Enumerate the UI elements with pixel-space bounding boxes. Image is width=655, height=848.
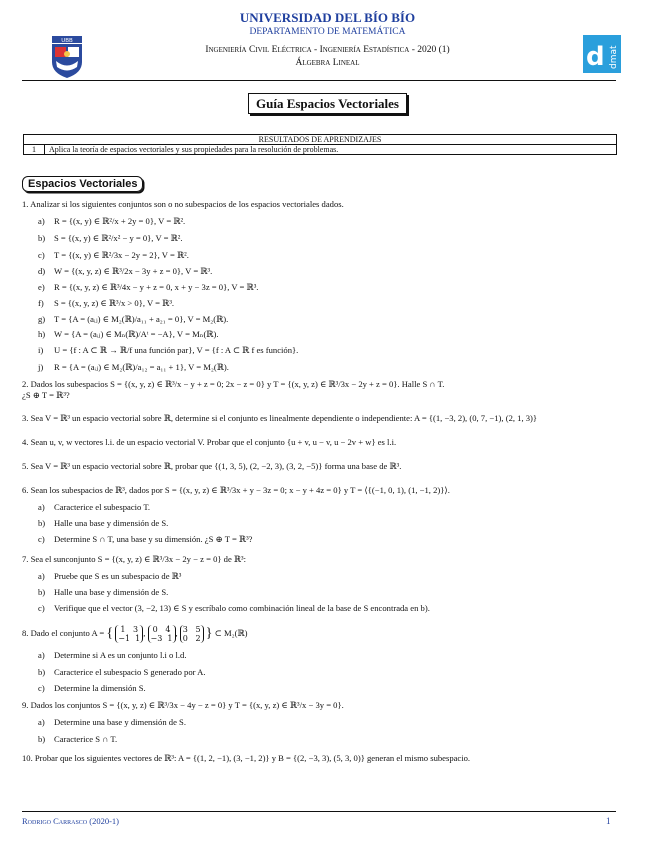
item-label: a): [38, 571, 45, 581]
item-text: Determine la dimensión S.: [54, 683, 146, 693]
item-text: Determine si A es un conjunto l.i o l.d.: [54, 650, 187, 660]
item-text: W = {A = (aᵢⱼ) ∈ Mₙ(ℝ)/Aᵗ = −A}, V = Mₙ(ℝ).: [54, 329, 219, 339]
item-label: c): [38, 534, 45, 544]
item-label: c): [38, 603, 45, 613]
svg-text:d: d: [586, 42, 605, 72]
item-text: Halle una base y dimensión de S.: [54, 587, 169, 597]
problem-7-item: [38, 571, 181, 582]
footer-rule: [22, 811, 616, 812]
item-label: c): [38, 683, 45, 693]
item-label: b): [38, 734, 46, 744]
matrix-2: 0 4 −3 1: [148, 625, 176, 643]
problem-9-item: [38, 734, 117, 745]
item-label: a): [38, 717, 45, 727]
item-label: h): [38, 329, 46, 339]
item-text: Determine una base y dimensión de S.: [54, 717, 186, 727]
item-text: Caracterice el subespacio T.: [54, 502, 151, 512]
item-text: Verifique que el vector (3, −2, 13) ∈ S y escríbalo como combinación lineal de la base de S encontrada en b).: [54, 603, 430, 613]
item-label: e): [38, 282, 45, 292]
problem-2-line2: ¿S ⊕ T = ℝ³?: [22, 390, 70, 400]
item-label: b): [38, 587, 46, 597]
problem-7-item: [38, 587, 168, 598]
problem-8-tail: ⊂ M₂(ℝ): [214, 628, 248, 638]
problem-1-item: [38, 329, 218, 340]
outcomes-table: [23, 134, 617, 155]
matrix-1: 1 3 −1 1: [115, 625, 143, 643]
problem-1-item: [38, 250, 189, 261]
problem-3: 3. Sea V = ℝ³ un espacio vectorial sobre ℝ, determine si el conjunto es linealmente dependiente o independiente: A = {(1, −3, 2), (0, 7, −1), (2, 1, 3)}: [22, 413, 538, 423]
problem-9-intro: 9. Dados los conjuntos S = {(x, y, z) ∈ ℝ³/3x − 4y − z = 0} y T = {(x, y, z) ∈ ℝ³/x − 3y = 0}.: [22, 700, 344, 710]
item-label: a): [38, 216, 45, 226]
problem-1-item: [38, 362, 229, 373]
problem-1-item: [38, 216, 185, 227]
item-text: Caracterice el subespacio S generado por A.: [54, 667, 206, 677]
ubb-logo-text: UBB: [61, 38, 73, 44]
problem-6-item: [38, 534, 252, 545]
item-text: R = {A = (aᵢⱼ) ∈ M₂(ℝ)/a₁₂ = a₁₁ + 1}, V = M₂(ℝ).: [54, 362, 229, 372]
footer-author: Rodrigo Carrasco (2020-1): [22, 816, 120, 826]
item-label: a): [38, 502, 45, 512]
item-text: T = {A = (aᵢⱼ) ∈ M₂(ℝ)/a₁₁ + a₂₁ = 0}, V = M₂(ℝ).: [54, 314, 229, 324]
problem-10: 10. Probar que los siguientes vectores de ℝ³: A = {(1, 2, −1), (3, −1, 2)} y B = {(2, −3, 3), (5, 3, 0)} generan el mismo subespacio.: [22, 753, 471, 763]
problem-8-item: [38, 667, 206, 678]
outcomes-header: RESULTADOS DE APRENDIZAJES: [24, 135, 617, 145]
problem-1-item: [38, 298, 174, 309]
item-text: Pruebe que S es un subespacio de ℝ³: [54, 571, 182, 581]
table-row: [24, 145, 617, 155]
item-label: i): [38, 345, 44, 355]
university-name: UNIVERSIDAD DEL BÍO BÍO: [239, 10, 416, 25]
problem-9-item: [38, 717, 186, 728]
problem-5: 5. Sea V = ℝ³ un espacio vectorial sobre ℝ, probar que {(1, 3, 5), (2, −2, 3), (3, 2, −5)} forma una base de ℝ³.: [22, 461, 402, 471]
item-label: a): [38, 650, 45, 660]
ubb-logo: [50, 36, 84, 78]
item-text: S = {(x, y) ∈ ℝ²/x² − y = 0}, V = ℝ².: [54, 233, 183, 243]
problem-6-intro: 6. Sean los subespacios de ℝ³, dados por S = {(x, y, z) ∈ ℝ³/3x + y − 3z = 0; x − y + 4z = 0} y T = ⟨{(−1, 0, 1), (1, −1, 2)}⟩.: [22, 485, 450, 495]
header-rule: [22, 80, 616, 81]
item-text: Caracterice S ∩ T.: [54, 734, 118, 744]
dmat-logo: [583, 35, 621, 73]
item-text: Determine S ∩ T, una base y su dimensión. ¿S ⊕ T = ℝ³?: [54, 534, 253, 544]
footer-page-number: 1: [606, 816, 611, 826]
item-text: T = {(x, y) ∈ ℝ²/3x − 2y = 2}, V = ℝ².: [54, 250, 189, 260]
item-label: b): [38, 233, 46, 243]
problem-1-intro: 1. Analizar si los siguientes conjuntos son o no subespacios de los espacios vectoriales dados.: [22, 199, 344, 209]
item-text: W = {(x, y, z) ∈ ℝ³/2x − 3y + z = 0}, V = ℝ³.: [54, 266, 213, 276]
department-name: DEPARTAMENTO DE MATEMÁTICA: [249, 27, 406, 37]
problem-8-item: [38, 683, 146, 694]
page-title: Guía Espacios Vectoriales: [248, 93, 407, 114]
item-text: S = {(x, y, z) ∈ ℝ³/x > 0}, V = ℝ³.: [54, 298, 175, 308]
problem-1-item: [38, 233, 183, 244]
problem-2-line1: 2. Dados los subespacios S = {(x, y, z) ∈ ℝ³/x − y + z = 0; 2x − z = 0} y T = {(x, y, z) ∈ ℝ³/3x − 2y + z = 0}. Halle S ∩ T.: [22, 379, 445, 389]
dmat-logo-text: dmat: [609, 45, 619, 69]
item-label: g): [38, 314, 46, 324]
problem-1-item: [38, 266, 212, 277]
item-label: f): [38, 298, 44, 308]
item-label: c): [38, 250, 45, 260]
problem-1-item: [38, 314, 228, 325]
item-text: U = {f : A ⊂ ℝ → ℝ/f una función par}, V = {f : A ⊂ ℝ f es función}.: [54, 345, 299, 355]
programs-line: Ingeniería Civil Eléctrica - Ingeniería Estadística - 2020 (1): [205, 45, 450, 55]
problem-1-item: [38, 345, 298, 356]
problem-7-intro: 7. Sea el sunconjunto S = {(x, y, z) ∈ ℝ³/3x − 2y − z = 0} de ℝ³:: [22, 554, 247, 564]
item-text: R = {(x, y) ∈ ℝ²/x + 2y = 0}, V = ℝ².: [54, 216, 186, 226]
problem-4: 4. Sean u, v, w vectores l.i. de un espacio vectorial V. Probar que el conjunto {u + v, u − v, u − 2v + w} es l.i.: [22, 437, 397, 447]
problem-7-item: [38, 603, 430, 614]
item-label: d): [38, 266, 46, 276]
item-label: b): [38, 518, 46, 528]
problem-6-item: [38, 518, 168, 529]
problem-6-item: [38, 502, 150, 513]
item-label: b): [38, 667, 46, 677]
section-heading: Espacios Vectoriales: [22, 176, 143, 192]
item-text: R = {(x, y, z) ∈ ℝ³/4x − y + z = 0, x + y − 3z = 0}, V = ℝ³.: [54, 282, 259, 292]
outcome-number: 1: [24, 145, 45, 155]
course-name: Álgebra Lineal: [295, 58, 360, 68]
outcome-text: Aplica la teoría de espacios vectoriales y sus propiedades para la resolución de problemas.: [45, 145, 617, 155]
item-label: j): [38, 362, 44, 372]
matrix-3: 3 5 0 2: [180, 625, 204, 643]
item-text: Halle una base y dimensión de S.: [54, 518, 169, 528]
problem-8-intro: 8. Dado el conjunto A = { 1 3 −1 1, 0 4 −3 1, 3 5 0 2 } ⊂ M₂(ℝ): [22, 625, 248, 644]
problem-8-intro-text: 8. Dado el conjunto A =: [22, 628, 105, 638]
problem-8-item: [38, 650, 186, 661]
problem-1-item: [38, 282, 258, 293]
